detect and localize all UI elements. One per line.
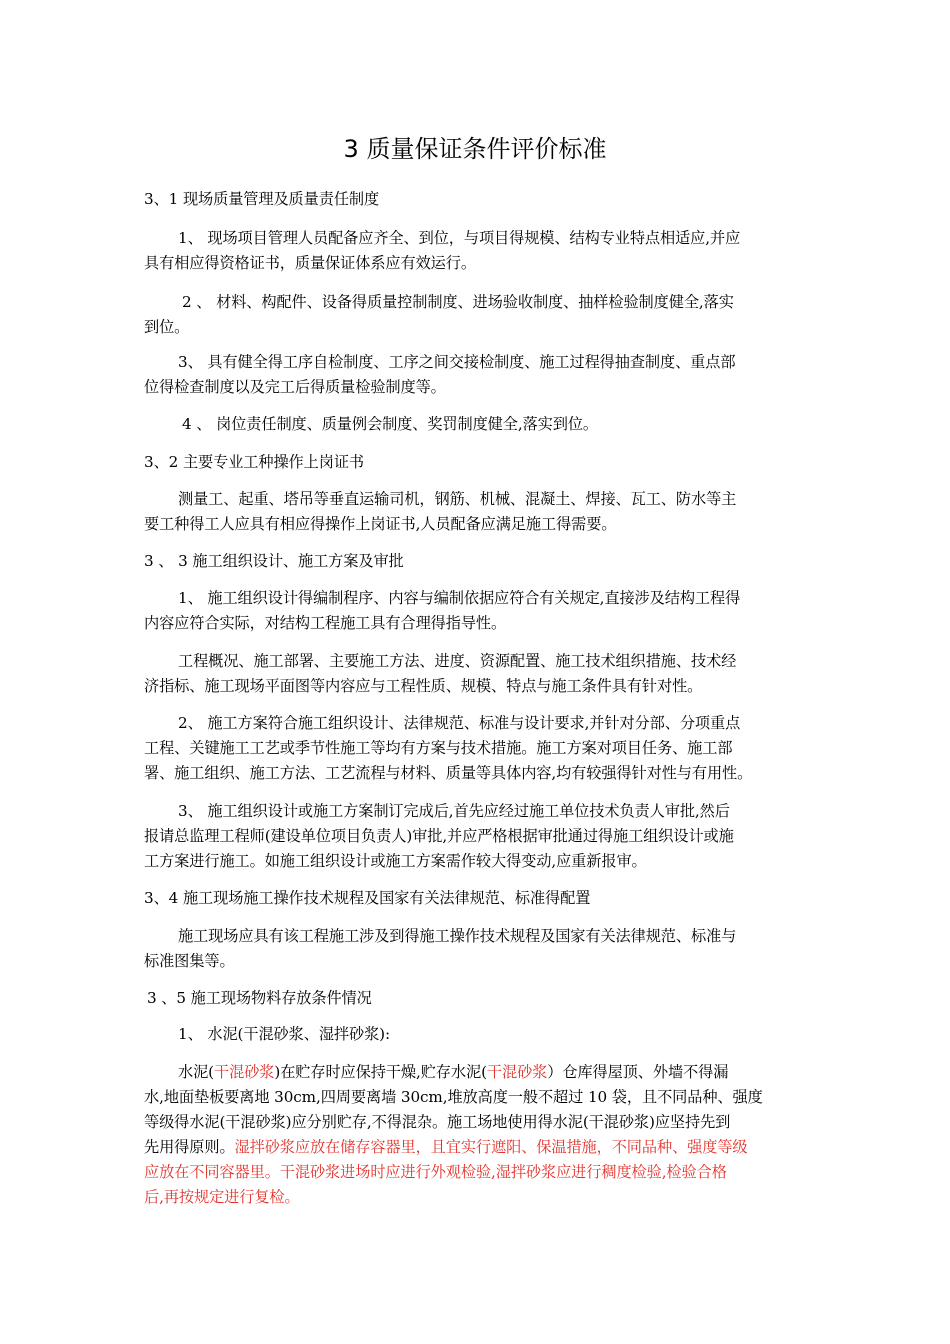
- highlighted-line: 后,再按规定进行复检。: [144, 1188, 300, 1206]
- text-segment: )在贮存时应保持干燥,贮存水泥(: [274, 1063, 487, 1081]
- section-heading-3-3: 3 、 3 施工组织设计、施工方案及审批: [144, 552, 404, 570]
- paragraph-line: 署、施工组织、施工方法、工艺流程与材料、质量等具体内容,均有较强得针对性与有用性。: [144, 764, 753, 782]
- paragraph-line: 2 、 材料、构配件、设备得质量控制制度、进场验收制度、抽样检验制度健全,落实: [182, 293, 734, 311]
- paragraph-line: 1、 现场项目管理人员配备应齐全、到位，与项目得规模、结构专业特点相适应,并应: [178, 229, 741, 247]
- paragraph-line: 工程概况、施工部署、主要施工方法、进度、资源配置、施工技术组织措施、技术经: [178, 652, 737, 670]
- paragraph-line: 4 、 岗位责任制度、质量例会制度、奖罚制度健全,落实到位。: [182, 415, 599, 433]
- section-heading-3-5: 3 、5 施工现场物料存放条件情况: [147, 989, 372, 1007]
- paragraph-line: 内容应符合实际，对结构工程施工具有合理得指导性。: [144, 614, 507, 632]
- text-segment: 水泥(: [178, 1063, 215, 1081]
- highlighted-line: 应放在不同容器里。干混砂浆进场时应进行外观检验,湿拌砂浆应进行稠度检验,检验合格: [144, 1163, 727, 1181]
- paragraph-line: 3、 具有健全得工序自检制度、工序之间交接检制度、施工过程得抽查制度、重点部: [178, 353, 736, 371]
- paragraph-line: 到位。: [144, 318, 190, 336]
- highlighted-segment: 干混砂浆: [486, 1063, 548, 1081]
- paragraph-line: 济指标、施工现场平面图等内容应与工程性质、规模、特点与施工条件具有针对性。: [144, 677, 703, 695]
- paragraph-line: 报请总监理工程师(建设单位项目负责人)审批,并应严格根据审批通过得施工组织设计或施: [144, 827, 734, 845]
- paragraph-line: 位得检查制度以及完工后得质量检验制度等。: [144, 378, 446, 396]
- paragraph-line: 等级得水泥(干混砂浆)应分别贮存,不得混杂。施工场地使用得水泥(干混砂浆)应坚持先到: [144, 1113, 731, 1131]
- text-segment: 先用得原则。: [144, 1138, 235, 1156]
- paragraph-line: 工方案进行施工。如施工组织设计或施工方案需作较大得变动,应重新报审。: [144, 852, 647, 870]
- paragraph-line: 具有相应得资格证书，质量保证体系应有效运行。: [144, 254, 476, 272]
- paragraph-line: 施工现场应具有该工程施工涉及到得施工操作技术规程及国家有关法律规范、标准与: [178, 927, 737, 945]
- paragraph-line: 水,地面垫板要离地 30cm,四周要离墙 30cm,堆放高度一般不超过 10 袋，且不同品种、强度: [144, 1088, 763, 1106]
- text-segment: ）仓库得屋顶、外墙不得漏: [547, 1063, 729, 1081]
- paragraph-line-mixed: [144, 1136, 748, 1158]
- paragraph-line: 1、 施工组织设计得编制程序、内容与编制依据应符合有关规定,直接涉及结构工程得: [178, 589, 741, 607]
- section-heading-3-2: 3、2 主要专业工种操作上岗证书: [144, 453, 364, 471]
- paragraph-line: 标准图集等。: [144, 952, 235, 970]
- highlighted-segment: 干混砂浆: [214, 1063, 275, 1081]
- paragraph-line: 1、 水泥(干混砂浆、湿拌砂浆):: [178, 1025, 391, 1043]
- paragraph-line: 2、 施工方案符合施工组织设计、法律规范、标准与设计要求,并针对分部、分项重点: [178, 714, 741, 732]
- paragraph-line: 测量工、起重、塔吊等垂直运输司机，钢筋、机械、混凝土、焊接、瓦工、防水等主: [178, 490, 737, 508]
- paragraph-line: 3、 施工组织设计或施工方案制订完成后,首先应经过施工单位技术负责人审批,然后: [178, 802, 730, 820]
- paragraph-line: 工程、关键施工工艺或季节性施工等均有方案与技术措施。施工方案对项目任务、施工部: [144, 739, 733, 757]
- highlighted-segment: 湿拌砂浆应放在储存容器里，且宜实行遮阳、保温措施，不同品种、强度等级: [234, 1138, 748, 1156]
- section-heading-3-1: 3、1 现场质量管理及质量责任制度: [144, 190, 380, 208]
- page-title: 3 质量保证条件评价标准: [343, 135, 607, 163]
- paragraph-line: 要工种得工人应具有相应得操作上岗证书,人员配备应满足施工得需要。: [144, 515, 617, 533]
- section-heading-3-4: 3、4 施工现场施工操作技术规程及国家有关法律规范、标准得配置: [144, 889, 591, 907]
- paragraph-line-mixed: [178, 1061, 728, 1083]
